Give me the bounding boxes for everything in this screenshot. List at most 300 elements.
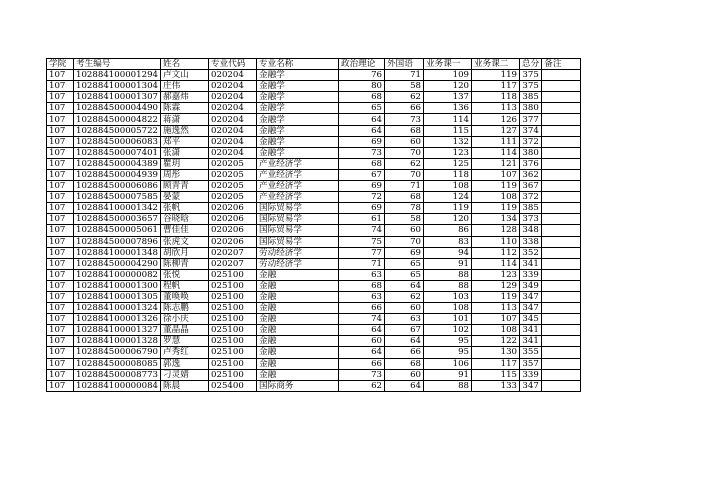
cell-exam-id: 102884500006086 (74, 181, 161, 192)
cell-major-name: 金融学 (257, 114, 339, 125)
cell-name: 陈柳青 (161, 258, 209, 269)
cell-course-1: 120 (424, 214, 472, 225)
cell-politics: 77 (339, 247, 385, 258)
cell-college: 107 (47, 236, 74, 247)
cell-major-name: 产业经济学 (257, 158, 339, 169)
cell-major-name: 金融学 (257, 147, 339, 158)
cell-college: 107 (47, 192, 74, 203)
cell-politics: 62 (339, 380, 385, 391)
cell-remark (542, 380, 581, 391)
cell-remark (542, 303, 581, 314)
cell-major-name: 金融学 (257, 136, 339, 147)
cell-college: 107 (47, 136, 74, 147)
cell-major-code: 020206 (209, 214, 257, 225)
cell-total: 367 (520, 181, 542, 192)
cell-college: 107 (47, 336, 74, 347)
cell-name: 谷晓晗 (161, 214, 209, 225)
cell-college: 107 (47, 347, 74, 358)
cell-total: 339 (520, 269, 542, 280)
cell-major-name: 金融学 (257, 81, 339, 92)
cell-course-1: 109 (424, 70, 472, 81)
cell-major-code: 020206 (209, 236, 257, 247)
cell-college: 107 (47, 280, 74, 291)
cell-major-name: 国际贸易学 (257, 225, 339, 236)
cell-remark (542, 81, 581, 92)
cell-course-1: 88 (424, 269, 472, 280)
table-row (47, 358, 581, 369)
cell-major-name: 劳动经济学 (257, 258, 339, 269)
cell-total: 341 (520, 258, 542, 269)
cell-exam-id: 102884100001300 (74, 280, 161, 291)
cell-course-2: 121 (472, 158, 520, 169)
cell-politics: 80 (339, 81, 385, 92)
cell-course-2: 108 (472, 325, 520, 336)
cell-total: 372 (520, 136, 542, 147)
cell-politics: 73 (339, 147, 385, 158)
cell-name: 董唤唤 (161, 291, 209, 302)
table-row (47, 380, 581, 391)
cell-course-2: 113 (472, 103, 520, 114)
cell-name: 瞿玥 (161, 158, 209, 169)
cell-college: 107 (47, 203, 74, 214)
cell-major-name: 劳动经济学 (257, 247, 339, 258)
cell-foreign-language: 64 (385, 280, 424, 291)
cell-course-1: 94 (424, 247, 472, 258)
cell-total: 374 (520, 125, 542, 136)
cell-major-code: 020204 (209, 147, 257, 158)
table-row (47, 291, 581, 302)
cell-politics: 64 (339, 347, 385, 358)
cell-remark (542, 92, 581, 103)
cell-foreign-language: 64 (385, 336, 424, 347)
cell-total: 375 (520, 70, 542, 81)
cell-politics: 67 (339, 169, 385, 180)
cell-remark (542, 114, 581, 125)
cell-course-1: 88 (424, 380, 472, 391)
cell-exam-id: 102884100001326 (74, 314, 161, 325)
table-row (47, 181, 581, 192)
cell-course-2: 119 (472, 70, 520, 81)
cell-politics: 73 (339, 369, 385, 380)
cell-course-2: 114 (472, 258, 520, 269)
cell-foreign-language: 69 (385, 247, 424, 258)
cell-foreign-language: 60 (385, 225, 424, 236)
cell-remark (542, 136, 581, 147)
cell-remark (542, 181, 581, 192)
cell-exam-id: 102884100001305 (74, 291, 161, 302)
cell-major-name: 金融 (257, 303, 339, 314)
cell-remark (542, 125, 581, 136)
cell-politics: 66 (339, 303, 385, 314)
cell-course-2: 130 (472, 347, 520, 358)
cell-course-1: 124 (424, 192, 472, 203)
cell-name: 陈霖 (161, 103, 209, 114)
cell-major-code: 025100 (209, 314, 257, 325)
cell-politics: 69 (339, 181, 385, 192)
cell-exam-id: 102884500004490 (74, 103, 161, 114)
cell-name: 陈晨 (161, 380, 209, 391)
cell-politics: 63 (339, 269, 385, 280)
header-major-name: 专业名称 (257, 59, 339, 70)
cell-exam-id: 102884100000084 (74, 380, 161, 391)
cell-major-name: 金融 (257, 369, 339, 380)
cell-exam-id: 102884500006083 (74, 136, 161, 147)
cell-major-code: 020204 (209, 136, 257, 147)
cell-foreign-language: 66 (385, 347, 424, 358)
cell-politics: 68 (339, 92, 385, 103)
cell-major-name: 金融 (257, 325, 339, 336)
table-row (47, 258, 581, 269)
cell-name: 卢秀红 (161, 347, 209, 358)
cell-course-1: 83 (424, 236, 472, 247)
cell-remark (542, 291, 581, 302)
cell-course-1: 123 (424, 147, 472, 158)
cell-exam-id: 102884100001307 (74, 92, 161, 103)
cell-remark (542, 214, 581, 225)
cell-total: 341 (520, 325, 542, 336)
header-row (47, 59, 581, 70)
cell-exam-id: 102884500004822 (74, 114, 161, 125)
cell-politics: 75 (339, 236, 385, 247)
cell-exam-id: 102884500005722 (74, 125, 161, 136)
cell-course-1: 108 (424, 181, 472, 192)
cell-college: 107 (47, 369, 74, 380)
cell-foreign-language: 60 (385, 303, 424, 314)
cell-major-name: 金融 (257, 269, 339, 280)
cell-course-2: 123 (472, 269, 520, 280)
cell-course-1: 91 (424, 369, 472, 380)
header-course-2: 业务课二 (472, 59, 520, 70)
cell-course-2: 117 (472, 358, 520, 369)
cell-course-1: 91 (424, 258, 472, 269)
cell-remark (542, 203, 581, 214)
cell-politics: 68 (339, 280, 385, 291)
cell-remark (542, 236, 581, 247)
cell-course-2: 119 (472, 291, 520, 302)
cell-course-1: 120 (424, 81, 472, 92)
cell-name: 郑平 (161, 136, 209, 147)
cell-major-code: 020206 (209, 225, 257, 236)
cell-foreign-language: 68 (385, 125, 424, 136)
cell-remark (542, 158, 581, 169)
cell-college: 107 (47, 169, 74, 180)
cell-total: 377 (520, 114, 542, 125)
cell-foreign-language: 70 (385, 236, 424, 247)
cell-major-name: 国际贸易学 (257, 203, 339, 214)
cell-remark (542, 336, 581, 347)
header-total: 总分 (520, 59, 542, 70)
cell-foreign-language: 60 (385, 136, 424, 147)
cell-major-code: 020204 (209, 114, 257, 125)
cell-total: 338 (520, 236, 542, 247)
cell-course-2: 117 (472, 81, 520, 92)
cell-total: 347 (520, 380, 542, 391)
cell-name: 周彤 (161, 169, 209, 180)
cell-exam-id: 102884500008085 (74, 358, 161, 369)
cell-foreign-language: 71 (385, 181, 424, 192)
header-college: 学院 (47, 59, 74, 70)
cell-total: 357 (520, 358, 542, 369)
table-row (47, 325, 581, 336)
cell-major-code: 020206 (209, 203, 257, 214)
cell-remark (542, 358, 581, 369)
cell-course-2: 115 (472, 369, 520, 380)
cell-total: 348 (520, 225, 542, 236)
cell-college: 107 (47, 92, 74, 103)
cell-course-1: 95 (424, 347, 472, 358)
cell-course-1: 86 (424, 225, 472, 236)
cell-remark (542, 258, 581, 269)
cell-foreign-language: 58 (385, 81, 424, 92)
cell-major-code: 020204 (209, 70, 257, 81)
cell-major-code: 025100 (209, 303, 257, 314)
cell-remark (542, 347, 581, 358)
cell-college: 107 (47, 158, 74, 169)
cell-major-name: 金融 (257, 280, 339, 291)
cell-course-2: 119 (472, 203, 520, 214)
cell-foreign-language: 62 (385, 158, 424, 169)
cell-exam-id: 102884500004939 (74, 169, 161, 180)
cell-politics: 69 (339, 136, 385, 147)
cell-remark (542, 169, 581, 180)
cell-course-2: 122 (472, 336, 520, 347)
cell-foreign-language: 70 (385, 147, 424, 158)
table-row (47, 225, 581, 236)
cell-exam-id: 102884100001342 (74, 203, 161, 214)
cell-exam-id: 102884100001348 (74, 247, 161, 258)
cell-college: 107 (47, 147, 74, 158)
cell-major-name: 国际贸易学 (257, 214, 339, 225)
cell-major-code: 025100 (209, 325, 257, 336)
cell-foreign-language: 78 (385, 203, 424, 214)
cell-total: 341 (520, 336, 542, 347)
cell-name: 陈志鹏 (161, 303, 209, 314)
cell-politics: 76 (339, 70, 385, 81)
cell-exam-id: 102884500005061 (74, 225, 161, 236)
cell-total: 385 (520, 92, 542, 103)
cell-college: 107 (47, 380, 74, 391)
cell-major-code: 020204 (209, 81, 257, 92)
cell-college: 107 (47, 214, 74, 225)
cell-course-2: 108 (472, 192, 520, 203)
cell-politics: 69 (339, 203, 385, 214)
cell-major-code: 025100 (209, 358, 257, 369)
cell-college: 107 (47, 291, 74, 302)
cell-politics: 66 (339, 358, 385, 369)
cell-major-name: 产业经济学 (257, 192, 339, 203)
cell-total: 347 (520, 303, 542, 314)
cell-course-1: 88 (424, 280, 472, 291)
cell-major-name: 国际贸易学 (257, 236, 339, 247)
cell-exam-id: 102884100001294 (74, 70, 161, 81)
header-foreign-language: 外国语 (385, 59, 424, 70)
cell-course-1: 102 (424, 325, 472, 336)
cell-course-2: 107 (472, 169, 520, 180)
cell-major-code: 025100 (209, 280, 257, 291)
cell-course-2: 113 (472, 303, 520, 314)
cell-remark (542, 247, 581, 258)
header-name: 姓名 (161, 59, 209, 70)
cell-politics: 68 (339, 158, 385, 169)
cell-foreign-language: 62 (385, 92, 424, 103)
cell-major-code: 020205 (209, 158, 257, 169)
cell-course-1: 103 (424, 291, 472, 302)
cell-major-code: 020207 (209, 247, 257, 258)
cell-politics: 64 (339, 125, 385, 136)
cell-major-name: 产业经济学 (257, 181, 339, 192)
cell-remark (542, 192, 581, 203)
cell-exam-id: 102884100001324 (74, 303, 161, 314)
table-row (47, 303, 581, 314)
table-row (47, 203, 581, 214)
cell-college: 107 (47, 181, 74, 192)
cell-politics: 60 (339, 336, 385, 347)
table-row (47, 280, 581, 291)
cell-major-code: 025100 (209, 369, 257, 380)
cell-college: 107 (47, 258, 74, 269)
cell-foreign-language: 67 (385, 325, 424, 336)
cell-foreign-language: 71 (385, 70, 424, 81)
cell-name: 晏蒙 (161, 192, 209, 203)
cell-foreign-language: 64 (385, 380, 424, 391)
cell-college: 107 (47, 325, 74, 336)
table-row (47, 169, 581, 180)
cell-college: 107 (47, 247, 74, 258)
cell-name: 张帆 (161, 203, 209, 214)
cell-remark (542, 147, 581, 158)
cell-course-2: 112 (472, 247, 520, 258)
cell-major-name: 金融 (257, 291, 339, 302)
cell-name: 罗慧 (161, 336, 209, 347)
cell-politics: 64 (339, 325, 385, 336)
cell-college: 107 (47, 303, 74, 314)
cell-exam-id: 102884500004290 (74, 258, 161, 269)
cell-foreign-language: 60 (385, 369, 424, 380)
cell-major-name: 国际商务 (257, 380, 339, 391)
cell-total: 376 (520, 158, 542, 169)
cell-major-code: 025100 (209, 291, 257, 302)
cell-course-1: 114 (424, 114, 472, 125)
cell-major-code: 025100 (209, 347, 257, 358)
cell-course-2: 107 (472, 314, 520, 325)
cell-politics: 72 (339, 192, 385, 203)
cell-course-2: 111 (472, 136, 520, 147)
cell-major-name: 金融 (257, 358, 339, 369)
cell-exam-id: 102884500007585 (74, 192, 161, 203)
cell-total: 372 (520, 192, 542, 203)
cell-foreign-language: 65 (385, 258, 424, 269)
cell-major-name: 金融 (257, 314, 339, 325)
cell-name: 张潇 (161, 147, 209, 158)
table-row (47, 347, 581, 358)
cell-college: 107 (47, 358, 74, 369)
cell-major-code: 020205 (209, 192, 257, 203)
cell-college: 107 (47, 103, 74, 114)
table-row (47, 147, 581, 158)
cell-foreign-language: 62 (385, 291, 424, 302)
cell-course-2: 127 (472, 125, 520, 136)
cell-politics: 61 (339, 214, 385, 225)
cell-name: 董晶晶 (161, 325, 209, 336)
cell-name: 张悦 (161, 269, 209, 280)
cell-course-2: 118 (472, 92, 520, 103)
cell-course-1: 136 (424, 103, 472, 114)
cell-total: 349 (520, 280, 542, 291)
cell-politics: 74 (339, 225, 385, 236)
cell-college: 107 (47, 114, 74, 125)
cell-exam-id: 102884500007896 (74, 236, 161, 247)
cell-major-code: 020204 (209, 92, 257, 103)
cell-college: 107 (47, 125, 74, 136)
cell-foreign-language: 70 (385, 169, 424, 180)
cell-remark (542, 280, 581, 291)
cell-total: 375 (520, 81, 542, 92)
cell-major-code: 025100 (209, 336, 257, 347)
table-row (47, 103, 581, 114)
cell-college: 107 (47, 81, 74, 92)
cell-name: 徐小庆 (161, 314, 209, 325)
cell-name: 卢文山 (161, 70, 209, 81)
cell-foreign-language: 66 (385, 103, 424, 114)
table-row (47, 247, 581, 258)
cell-course-2: 110 (472, 236, 520, 247)
cell-course-2: 133 (472, 380, 520, 391)
cell-total: 355 (520, 347, 542, 358)
cell-course-1: 137 (424, 92, 472, 103)
cell-exam-id: 102884100001328 (74, 336, 161, 347)
table-row (47, 336, 581, 347)
header-course-1: 业务课一 (424, 59, 472, 70)
cell-total: 373 (520, 214, 542, 225)
cell-course-2: 114 (472, 147, 520, 158)
table-row (47, 114, 581, 125)
table-row (47, 236, 581, 247)
table-row (47, 125, 581, 136)
cell-total: 362 (520, 169, 542, 180)
table-row (47, 158, 581, 169)
cell-total: 347 (520, 291, 542, 302)
cell-course-1: 118 (424, 169, 472, 180)
cell-major-code: 025100 (209, 269, 257, 280)
header-exam-id: 考生编号 (74, 59, 161, 70)
cell-course-1: 132 (424, 136, 472, 147)
admission-score-table (46, 58, 581, 392)
cell-foreign-language: 63 (385, 314, 424, 325)
cell-college: 107 (47, 314, 74, 325)
cell-politics: 64 (339, 114, 385, 125)
cell-course-1: 95 (424, 336, 472, 347)
cell-total: 339 (520, 369, 542, 380)
cell-name: 程帆 (161, 280, 209, 291)
cell-total: 385 (520, 203, 542, 214)
cell-name: 蒋潇 (161, 114, 209, 125)
header-politics: 政治理论 (339, 59, 385, 70)
cell-exam-id: 102884500004389 (74, 158, 161, 169)
cell-foreign-language: 65 (385, 269, 424, 280)
cell-major-name: 金融学 (257, 103, 339, 114)
cell-major-name: 金融 (257, 347, 339, 358)
cell-course-1: 101 (424, 314, 472, 325)
cell-remark (542, 103, 581, 114)
cell-major-code: 020207 (209, 258, 257, 269)
cell-course-2: 126 (472, 114, 520, 125)
cell-course-1: 125 (424, 158, 472, 169)
cell-exam-id: 102884100000082 (74, 269, 161, 280)
cell-exam-id: 102884100001327 (74, 325, 161, 336)
cell-course-1: 106 (424, 358, 472, 369)
table-row (47, 70, 581, 81)
cell-total: 380 (520, 147, 542, 158)
